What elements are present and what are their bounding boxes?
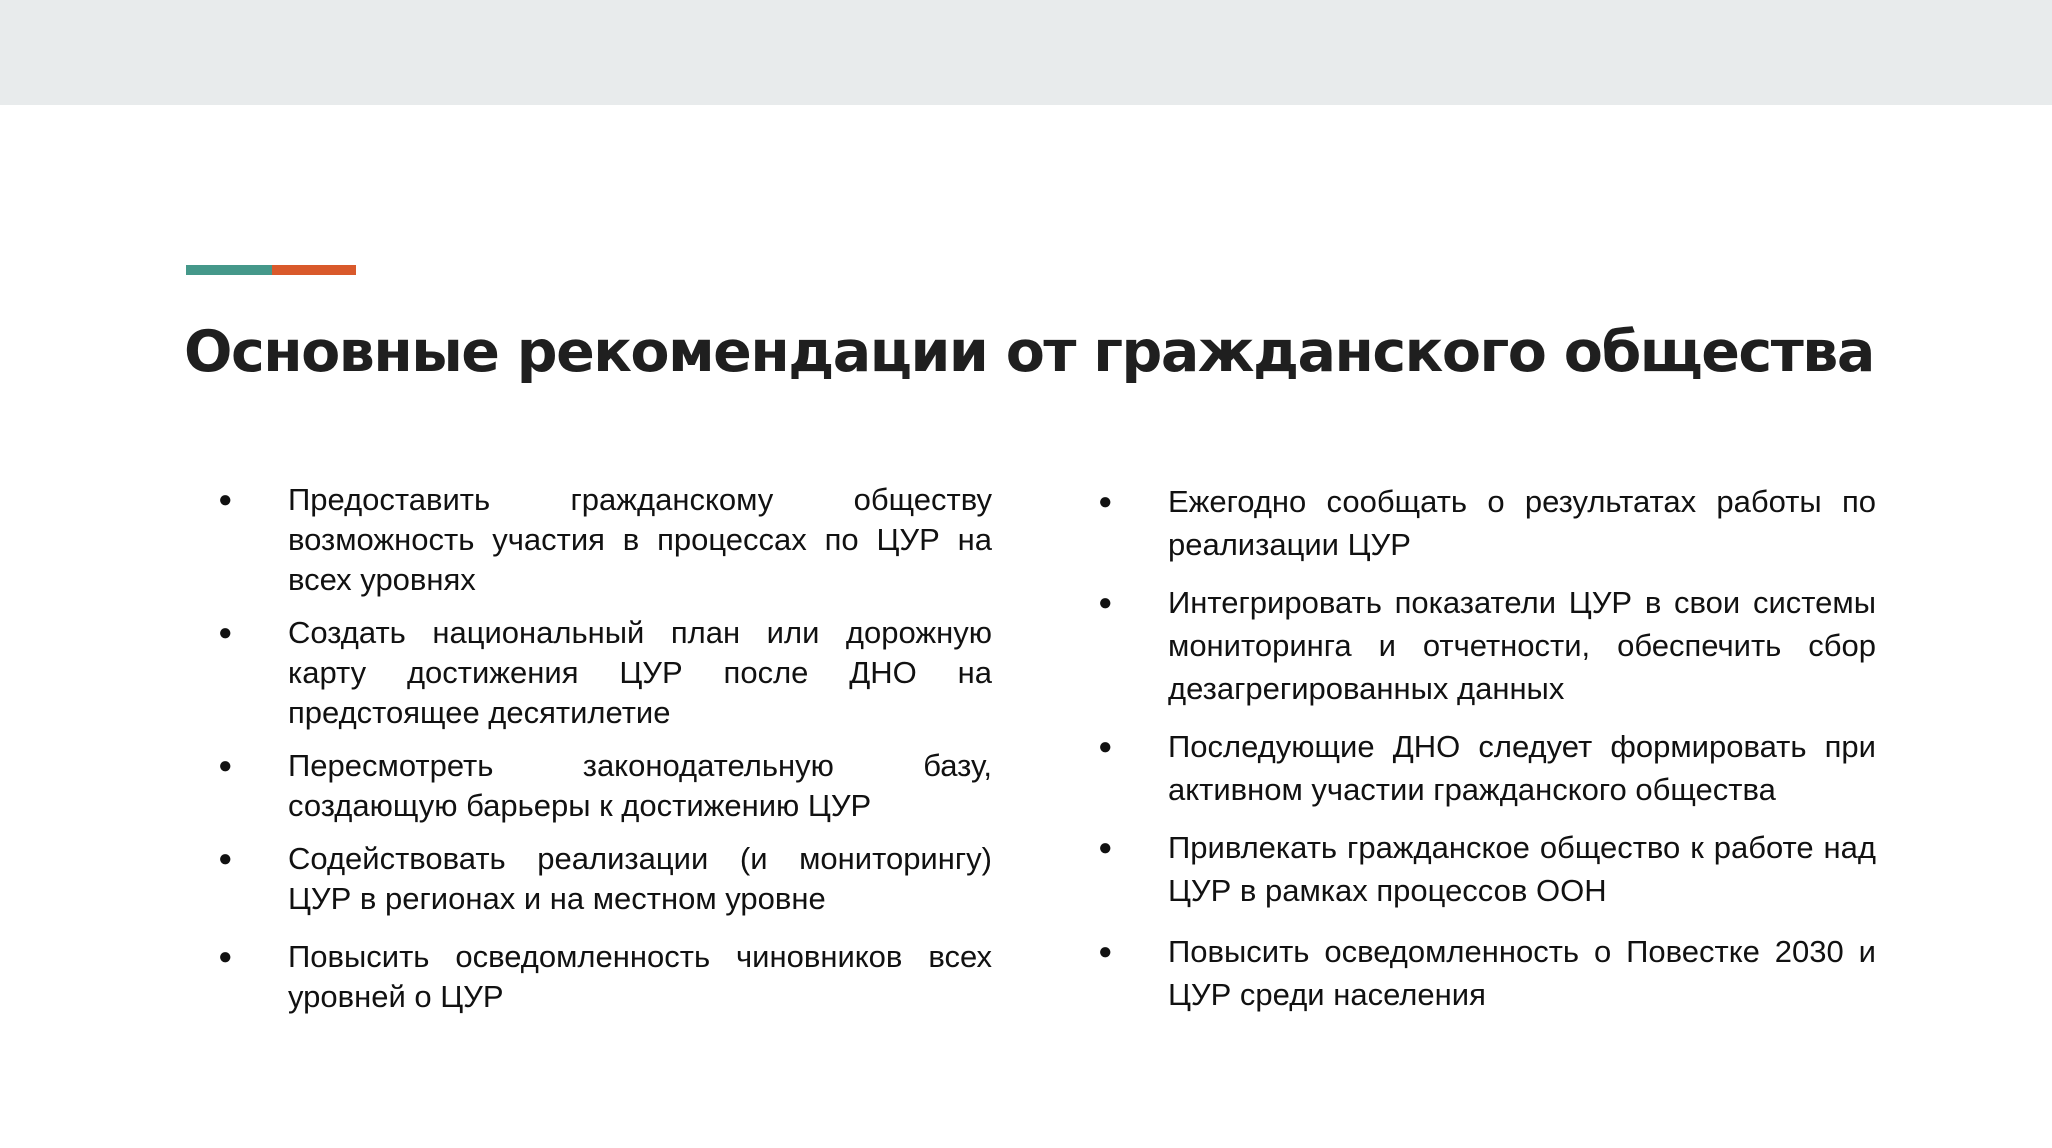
list-item-text: Предоставить гражданскому обществу возможность участия в процессах по ЦУР на всех уровнях (288, 482, 992, 597)
list-item (216, 613, 992, 733)
bullet-icon: ● (218, 619, 233, 646)
bullet-icon: ● (218, 845, 233, 872)
list-item-text: Привлекать гражданское общество к работе над ЦУР в рамках процессов ООН (1168, 830, 1876, 908)
top-bar (0, 0, 2052, 105)
list-item (1096, 581, 1876, 710)
list-item (1096, 826, 1876, 912)
right-recommendation-list (1096, 480, 1876, 1031)
slide-title: Основные рекомендации от гражданского общества (184, 319, 1874, 385)
list-item-text: Повысить осведомленность о Повестке 2030 и ЦУР среди населения (1168, 934, 1876, 1012)
bullet-icon: ● (1098, 589, 1113, 616)
accent-bar-orange (272, 265, 356, 275)
bullet-icon: ● (218, 752, 233, 779)
list-item-text: Интегрировать показатели ЦУР в свои системы мониторинга и отчетности, обеспечить сбор дезагрегированных данных (1168, 585, 1876, 706)
list-item-text: Ежегодно сообщать о результатах работы по реализации ЦУР (1168, 484, 1876, 562)
list-item-text: Пересмотреть законодательную базу, создающую барьеры к достижению ЦУР (288, 748, 992, 823)
bullet-icon: ● (1098, 488, 1113, 515)
bullet-icon: ● (218, 486, 233, 513)
bullet-icon: ● (1098, 733, 1113, 760)
accent-bar-teal (186, 265, 272, 275)
list-item (216, 937, 992, 1017)
list-item (216, 480, 992, 600)
bullet-icon: ● (1098, 938, 1113, 965)
left-recommendation-list (216, 480, 992, 1030)
bullet-icon: ● (1098, 834, 1113, 861)
list-item-text: Содействовать реализации (и мониторингу) ЦУР в регионах и на местном уровне (288, 841, 992, 916)
list-item-text: Повысить осведомленность чиновников всех уровней о ЦУР (288, 939, 992, 1014)
list-item-text: Создать национальный план или дорожную карту достижения ЦУР после ДНО на предстоящее десятилетие (288, 615, 992, 730)
list-item (1096, 930, 1876, 1016)
list-item-text: Последующие ДНО следует формировать при активном участии гражданского общества (1168, 729, 1876, 807)
list-item (216, 839, 992, 919)
bullet-icon: ● (218, 943, 233, 970)
list-item (1096, 480, 1876, 566)
list-item (216, 746, 992, 826)
list-item (1096, 725, 1876, 811)
